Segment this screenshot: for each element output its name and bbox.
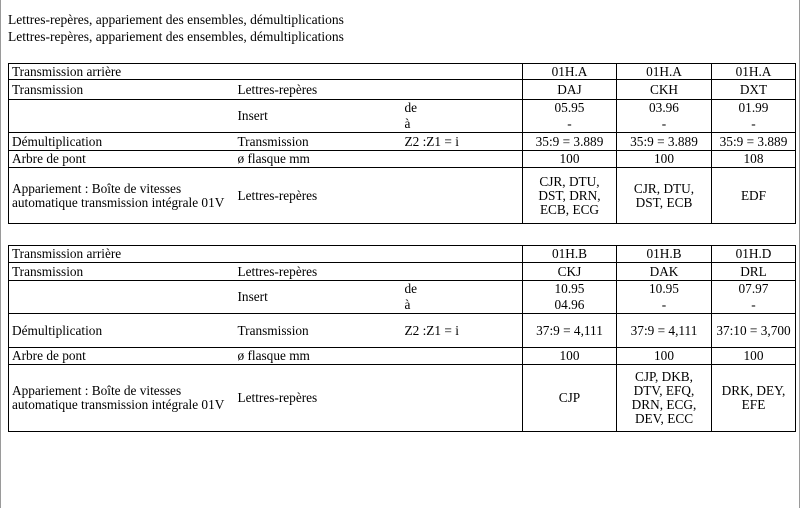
pairing-cell: CJP, DKB, DTV, EFQ, DRN, ECG, DEV, ECC xyxy=(617,365,712,432)
ratio-cell: 35:9 = 3.889 xyxy=(523,133,617,151)
ratio-cell: 37:9 = 4,111 xyxy=(617,314,712,348)
model-cell: 01H.D xyxy=(712,246,796,263)
row-sub-label: Lettres-repères xyxy=(235,365,523,432)
empty-cell xyxy=(9,281,235,314)
table-row xyxy=(9,168,796,224)
code-cell: CKJ xyxy=(523,263,617,281)
date-to-cell: 04.96 xyxy=(523,297,617,314)
date-from-cell: 03.96 xyxy=(617,100,712,117)
row-sub-label: Lettres-repères xyxy=(235,80,523,100)
header-label: Transmission arrière xyxy=(9,64,523,80)
flange-cell: 100 xyxy=(617,348,712,365)
code-cell: DRL xyxy=(712,263,796,281)
pairing-cell: CJR, DTU, DST, DRN, ECB, ECG xyxy=(523,168,617,224)
date-to-label: à xyxy=(402,117,523,133)
row-sub-label: ø flasque mm xyxy=(235,151,523,168)
page-title: Lettres-repères, appariement des ensembles, démultiplications xyxy=(8,12,344,27)
table-row xyxy=(9,64,796,80)
date-from-cell: 10.95 xyxy=(617,281,712,297)
flange-cell: 100 xyxy=(523,348,617,365)
model-cell: 01H.A xyxy=(617,64,712,80)
row-label: Démultiplication xyxy=(9,314,235,348)
table-row xyxy=(9,151,796,168)
row-sub-label: Insert xyxy=(235,281,402,314)
date-from-label: de xyxy=(402,100,523,117)
model-cell: 01H.B xyxy=(617,246,712,263)
row-label: Appariement : Boîte de vitesses automatique transmission intégrale 01V xyxy=(9,168,235,224)
pairing-cell: EDF xyxy=(712,168,796,224)
flange-cell: 108 xyxy=(712,151,796,168)
date-to-label: à xyxy=(402,297,523,314)
ratio-formula: Z2 :Z1 = i xyxy=(402,133,523,151)
table-row xyxy=(9,281,796,297)
table-row xyxy=(9,133,796,151)
date-to-cell: - xyxy=(712,297,796,314)
date-to-cell: - xyxy=(712,117,796,133)
row-sub-label: Transmission xyxy=(235,133,402,151)
table-row xyxy=(9,365,796,432)
flange-cell: 100 xyxy=(617,151,712,168)
table-row xyxy=(9,246,796,263)
spec-table-1 xyxy=(8,63,796,224)
code-cell: CKH xyxy=(617,80,712,100)
row-sub-label: Transmission xyxy=(235,314,402,348)
header-label: Transmission arrière xyxy=(9,246,523,263)
date-from-cell: 01.99 xyxy=(712,100,796,117)
row-sub-label: Lettres-repères xyxy=(235,263,523,281)
ratio-cell: 35:9 = 3.889 xyxy=(712,133,796,151)
code-cell: DAK xyxy=(617,263,712,281)
window-left-border xyxy=(0,0,1,508)
model-cell: 01H.A xyxy=(523,64,617,80)
ratio-cell: 37:10 = 3,700 xyxy=(712,314,796,348)
row-label: Appariement : Boîte de vitesses automatique transmission intégrale 01V xyxy=(9,365,235,432)
date-from-cell: 05.95 xyxy=(523,100,617,117)
row-sub-label: Insert xyxy=(235,100,402,133)
spec-table-2 xyxy=(8,245,796,432)
code-cell: DAJ xyxy=(523,80,617,100)
row-label: Transmission xyxy=(9,263,235,281)
pairing-cell: DRK, DEY, EFE xyxy=(712,365,796,432)
date-to-cell: - xyxy=(523,117,617,133)
table-row xyxy=(9,80,796,100)
row-label: Démultiplication xyxy=(9,133,235,151)
code-cell: DXT xyxy=(712,80,796,100)
row-label: Arbre de pont xyxy=(9,348,235,365)
date-to-cell: - xyxy=(617,117,712,133)
date-from-label: de xyxy=(402,281,523,297)
row-sub-label: Lettres-repères xyxy=(235,168,523,224)
row-label: Arbre de pont xyxy=(9,151,235,168)
date-to-cell: - xyxy=(617,297,712,314)
empty-cell xyxy=(9,100,235,133)
table-row xyxy=(9,263,796,281)
flange-cell: 100 xyxy=(712,348,796,365)
table-row xyxy=(9,100,796,117)
ratio-formula: Z2 :Z1 = i xyxy=(402,314,523,348)
flange-cell: 100 xyxy=(523,151,617,168)
row-label: Transmission xyxy=(9,80,235,100)
pairing-cell: CJP xyxy=(523,365,617,432)
pairing-cell: CJR, DTU, DST, ECB xyxy=(617,168,712,224)
model-cell: 01H.B xyxy=(523,246,617,263)
date-from-cell: 07.97 xyxy=(712,281,796,297)
table-row xyxy=(9,348,796,365)
table-row xyxy=(9,314,796,348)
page-subtitle: Lettres-repères, appariement des ensembles, démultiplications xyxy=(8,29,344,44)
ratio-cell: 35:9 = 3.889 xyxy=(617,133,712,151)
date-from-cell: 10.95 xyxy=(523,281,617,297)
model-cell: 01H.A xyxy=(712,64,796,80)
row-sub-label: ø flasque mm xyxy=(235,348,523,365)
ratio-cell: 37:9 = 4,111 xyxy=(523,314,617,348)
